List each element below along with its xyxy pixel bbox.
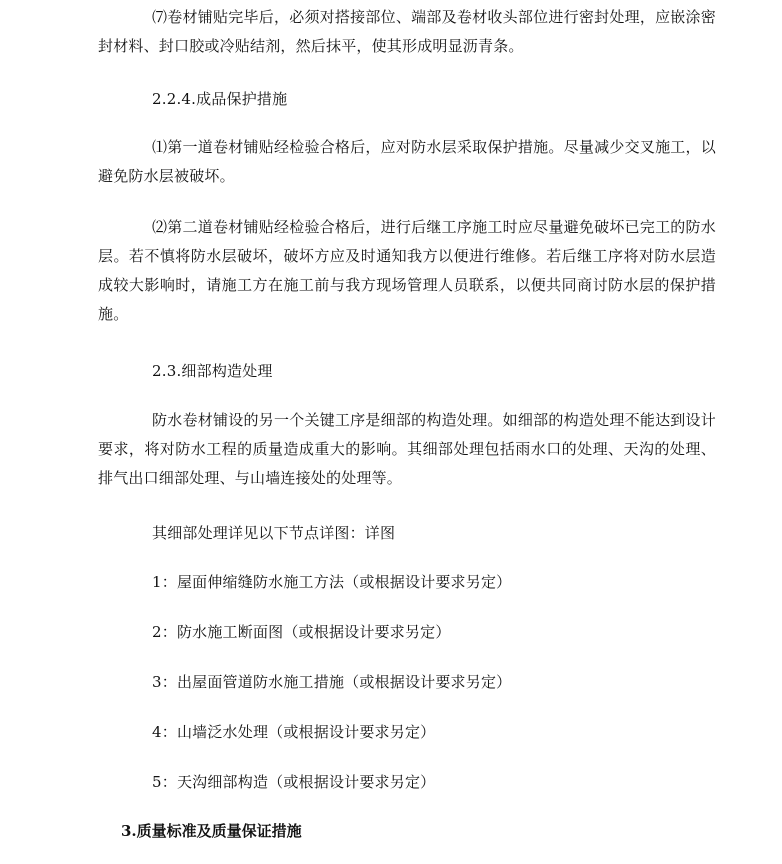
list-item-gutter-detail: 5：天沟细部构造（或根据设计要求另定） <box>152 773 436 791</box>
list-item-pipe-waterproofing: 3：出屋面管道防水施工措施（或根据设计要求另定） <box>152 673 512 691</box>
subheading-finished-product-protection: 2.2.4.成品保护措施 <box>152 90 288 108</box>
list-item-section-drawing: 2：防水施工断面图（或根据设计要求另定） <box>152 623 451 641</box>
section-heading-quality-standards: 3.质量标准及质量保证措施 <box>121 822 302 840</box>
list-item-expansion-joint: 1：屋面伸缩缝防水施工方法（或根据设计要求另定） <box>152 573 512 591</box>
paragraph-node-drawings-intro: 其细部处理详见以下节点详图：详图 <box>152 524 396 542</box>
paragraph-first-layer-protection: ⑴第一道卷材铺贴经检验合格后，应对防水层采取保护措施。尽量减少交叉施工，以避免防水层被破坏。 <box>98 138 716 185</box>
subheading-detail-construction: 2.3.细部构造处理 <box>152 362 273 380</box>
list-item-gable-flashing: 4：山墙泛水处理（或根据设计要求另定） <box>152 723 436 741</box>
paragraph-detail-treatment: 防水卷材铺设的另一个关键工序是细部的构造处理。如细部的构造处理不能达到设计要求，将对防水工程的质量造成重大的影响。其细部处理包括雨水口的处理、天沟的处理、排气出口细部处理、与山墙连接处的处理等。 <box>98 411 716 487</box>
paragraph-seal-treatment: ⑺卷材铺贴完毕后，必须对搭接部位、端部及卷材收头部位进行密封处理，应嵌涂密封材料、封口胶或冷贴结剂，然后抹平，使其形成明显沥青条。 <box>98 8 716 55</box>
paragraph-second-layer-protection: ⑵第二道卷材铺贴经检验合格后，进行后继工序施工时应尽量避免破坏已完工的防水层。若不慎将防水层破坏，破坏方应及时通知我方以便进行维修。若后继工序将对防水层造成较大影响时，请施工方在施工前与我方现场管理人员联系，以便共同商讨防水层的保护措施。 <box>98 218 716 323</box>
